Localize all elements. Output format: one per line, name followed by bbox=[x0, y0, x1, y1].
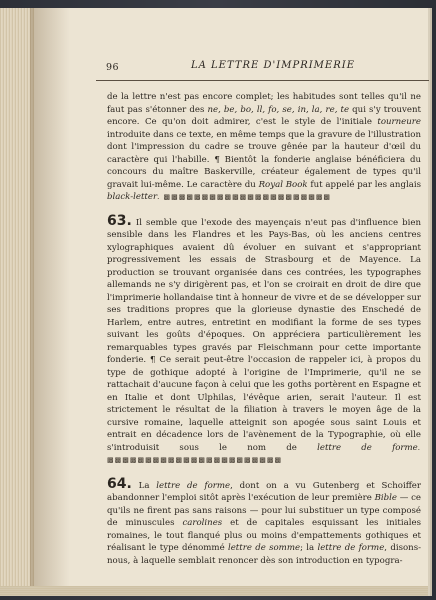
text-run-italic: lettre de somme bbox=[227, 543, 301, 553]
spine-shadow bbox=[30, 8, 70, 596]
text-run: introduite dans ce texte, en même temps que la gravure de l'illustration dont l'impression du cadre se trouve gênée par la hauteur d'œil du caractère qui l'habille. ¶ Bientôt la fonderie anglaise bénéficiera du concours du maître Baskerville, créateur également de types qu'il gravait lui-même. Le caractère du bbox=[107, 129, 421, 190]
text-run-italic: Royal Book bbox=[258, 179, 308, 190]
text-run: , disons-nous, à laquelle semblait renoncer dès son introduction en typogra- bbox=[107, 543, 422, 566]
text-run: ; la bbox=[300, 543, 318, 553]
text-run: de la lettre n'est pas encore complet; les habitudes sont telles qu'il ne faut pas s'étonner des bbox=[107, 92, 421, 115]
running-header bbox=[96, 60, 429, 78]
text-run: fut appelé par les anglais bbox=[307, 179, 421, 190]
section-number: 63. bbox=[107, 212, 132, 229]
text-run-italic: lettre de forme bbox=[156, 480, 231, 491]
text-run-italic: lettre de forme bbox=[317, 442, 418, 453]
text-run-italic: Bible bbox=[374, 493, 397, 503]
line-filler: . ▩▩▩▩▩▩▩▩▩▩▩▩▩▩▩▩▩▩▩▩▩▩ bbox=[157, 193, 332, 201]
text-run-italic: lettre de forme bbox=[317, 543, 385, 553]
page-bottom-edge bbox=[0, 586, 428, 596]
text-run-italic: tourneure bbox=[377, 117, 421, 127]
page-edges bbox=[0, 8, 34, 596]
text-run-italic: ne, be, bo, ll, fo, se, in, la, re, te bbox=[207, 104, 350, 115]
text-run: Il semble que l'exode des mayençais n'eut pas d'influence bien sensible dans les Flandres et les Pays-Bas, où les anciens centres xylographiques avaient dû évoluer en suivant et s'appropriant progressivement les essais de Strasbourg et de Mayence. La production se trouvant organisée dans ces contrées, les typographes allemands ne s'y dirigèrent pas, et l'on se croirait en droit de dire que l'imprimerie hollandaise tint à honneur de vivre et de se développer sur ses traditions propres que la glorieuse dynastie des Enschedé de Harlem, entre autres, entretint en modifiant la forme de ses types suivant les goûts d'époques. On appréciera particulièrement les remarquables types gravés par Fleischmann pour cette importante fonderie. ¶ Ce serait peut-être l'occasion de rappeler ici, à propos du type de gothique adopté à l'origine de l'Imprimerie, qu'il ne se rattachait d'aucune façon à celui que les goths portèrent en Espagne et en Italie et dont Ulphilas, l'évêque arien, serait l'auteur. Il est strictement le résultat de la filiation à travers le moyen âge de la cursive romaine, laquelle atteignit son apogée sous saint Louis et entrait en décadence lors de l'avènement de la Typographie, où elle s'introduisit sous le nom de bbox=[107, 217, 421, 453]
body-text bbox=[107, 91, 421, 578]
paragraph-63 bbox=[107, 212, 422, 467]
text-run: — ce qu'ils ne firent pas sans raisons — pour lui substituer un type composé de minuscules bbox=[107, 493, 421, 528]
text-run-italic: carolines bbox=[182, 518, 223, 528]
line-filler: . ▩▩▩▩▩▩▩▩▩▩▩▩▩▩▩▩▩▩▩▩▩▩▩ bbox=[107, 443, 422, 464]
text-run: qui s'y trouvent encore. Ce qu'on doit admirer, c'est le style de l'initiale bbox=[107, 104, 421, 127]
page-number: 96 bbox=[106, 62, 120, 73]
header-rule bbox=[96, 80, 429, 81]
text-run: , dont on a vu Gutenberg et Schoiffer abandonner l'emploi sitôt après l'exécution de leur première bbox=[107, 480, 422, 503]
text-run: et de capitales esquissant les initiales romaines, le tout flanqué plus ou moins d'empattements gothiques et réalisant le type dénommé bbox=[107, 518, 421, 553]
text-run: La bbox=[131, 480, 157, 491]
paragraph-64 bbox=[107, 475, 422, 568]
running-title: LA LETTRE D'IMPRIMERIE bbox=[191, 60, 355, 71]
section-number: 64. bbox=[107, 475, 132, 492]
paragraph-continued bbox=[107, 91, 421, 204]
text-run-italic: black-letter bbox=[107, 192, 158, 202]
